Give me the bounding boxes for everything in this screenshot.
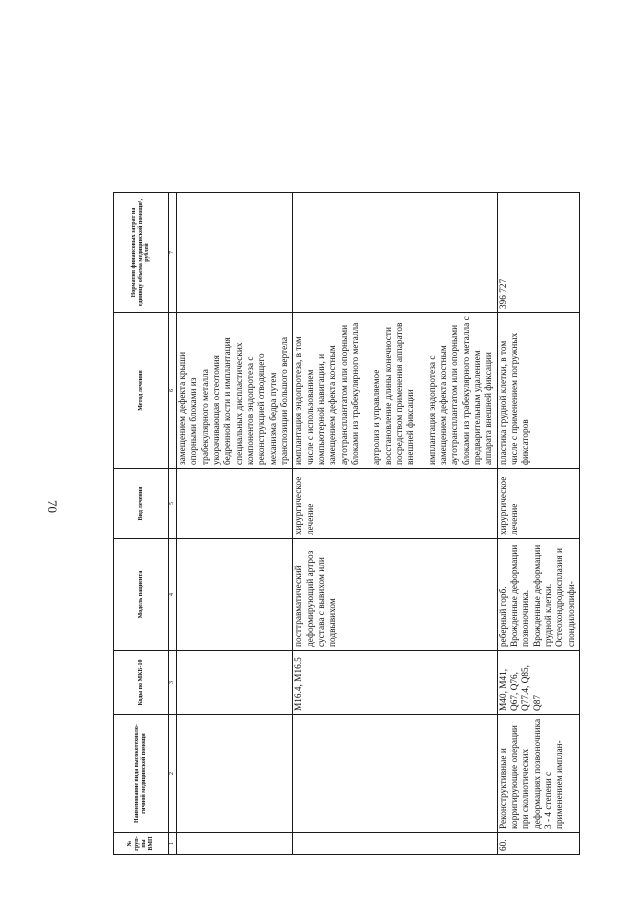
header-cost-norm: Норматив финансовых затрат на единицу объема медицинской помощи¹, рублей xyxy=(114,193,169,313)
icd-codes-cell: M16.4, M16.5 xyxy=(293,651,497,715)
table-row xyxy=(293,193,497,855)
vmp-table xyxy=(113,192,580,855)
method-cell: замещением дефекта крыши опорными блоками из трабекулярного металла укорачивающая остеотомия бедренной кости и имплантация специальных диспластических компонентов эндопротеза с реконструкцией отводящего механизма бедра путем транспозиции большого вертела xyxy=(177,313,293,469)
method-cell xyxy=(293,313,497,469)
table-row xyxy=(497,193,579,855)
patient-model-cell: посттравматический деформирующий артроз сустава с вывихом или подвывихом xyxy=(293,539,497,651)
col-num-6: 6 xyxy=(169,313,177,469)
rotated-table-sheet xyxy=(113,193,577,855)
header-group-number: № груп-пы ВМП xyxy=(114,833,169,855)
method-cell: пластика грудной клетки, в том числе с применением погружных фиксаторов xyxy=(497,313,579,469)
header-vmp-name: Наименование вида высокотехноло-гичной медицинской помощи xyxy=(114,715,169,833)
group-number-cell: 60. xyxy=(497,833,579,855)
page-number: 70 xyxy=(45,500,60,513)
method-item: имплантация эндопротеза с замещением дефекта костным аутотрансплантатом или опорными блоками из трабекулярного металла с предварительным удалением аппарата внешней фиксации xyxy=(427,316,495,465)
col-num-2: 2 xyxy=(169,715,177,833)
vmp-name-cell: Реконструктивные и корригирующие операции при сколиотических деформациях позвоночника 3 - 4 степени с применением имплан- xyxy=(497,715,579,833)
cost-cell: 396 727 xyxy=(497,193,579,313)
patient-model-cell: реберный горб. Врожденные деформации позвоночника. Врожденные деформации грудной клетки. Остеохондродисплазия и спондилоэпифи- xyxy=(497,539,579,651)
table-row xyxy=(177,193,293,855)
header-treatment-type: Вид лечения xyxy=(114,469,169,539)
col-num-7: 7 xyxy=(169,193,177,313)
header-patient-model: Модель пациента xyxy=(114,539,169,651)
method-item: имплантация эндопротеза, в том числе с использованием компьютерной навигации, и замещением дефекта костным аутотрансплантатом или опорными блоками из трабекулярного металла xyxy=(294,322,361,465)
col-num-3: 3 xyxy=(169,651,177,715)
treatment-type-cell: хирургическое лечение xyxy=(497,469,579,539)
header-icd-codes: Коды по МКБ-10 xyxy=(114,651,169,715)
icd-codes-cell: M40, M41, Q67, Q76, Q77.4, Q85, Q87 xyxy=(497,651,579,715)
header-treatment-method: Метод лечения xyxy=(114,313,169,469)
col-num-5: 5 xyxy=(169,469,177,539)
method-item: артролиз и управляемое восстановление длины конечности посредством применения аппаратов внешней фиксации xyxy=(372,322,417,465)
col-num-4: 4 xyxy=(169,539,177,651)
header-row xyxy=(114,193,169,855)
column-number-row xyxy=(169,193,177,855)
col-num-1: 1 xyxy=(169,833,177,855)
treatment-type-cell: хирургическое лечение xyxy=(293,469,497,539)
